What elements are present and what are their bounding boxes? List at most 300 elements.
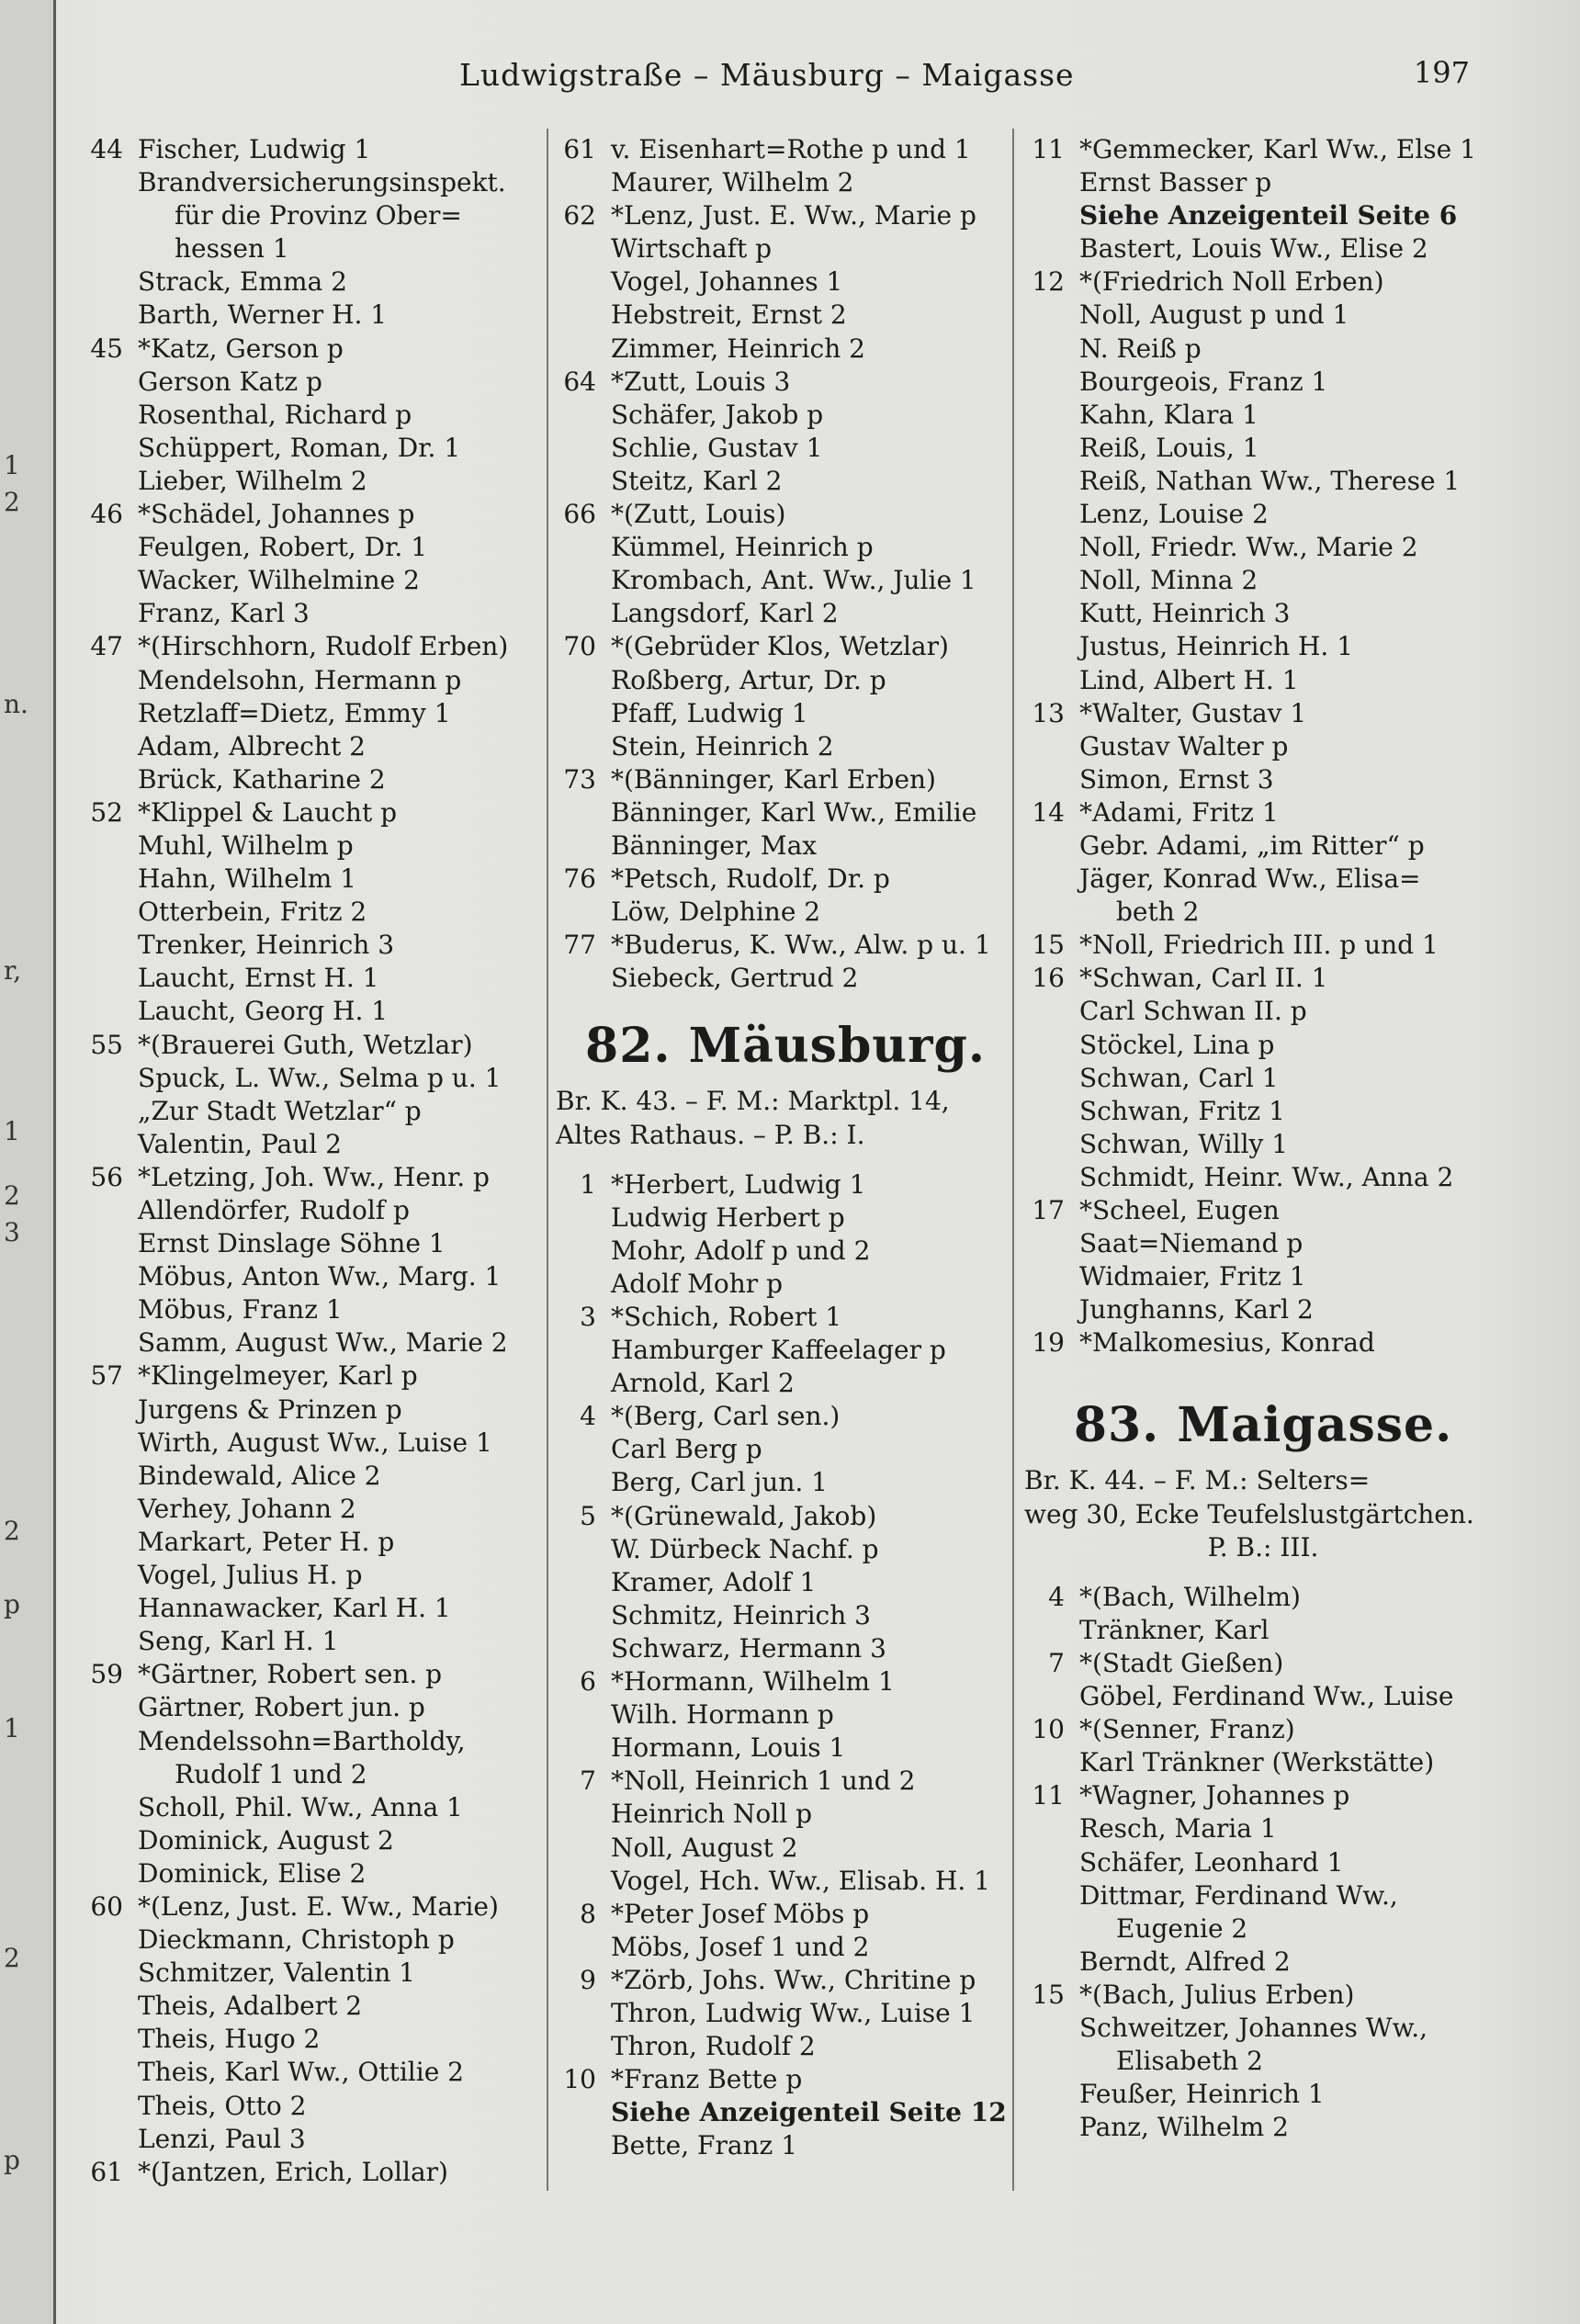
directory-entry <box>556 896 1015 929</box>
directory-entry <box>1024 1647 1502 1680</box>
resident-name: Arnold, Karl 2 <box>611 1368 795 1399</box>
resident-name: Lenz, Louise 2 <box>1079 499 1269 530</box>
directory-entry <box>1024 630 1502 663</box>
resident-name: *Katz, Gerson p <box>138 333 344 364</box>
resident-name: *Franz Bette p <box>611 2064 803 2095</box>
resident-name: Mohr, Adolf p und 2 <box>611 1235 871 1266</box>
resident-name: Jäger, Konrad Ww., Elisa= <box>1079 863 1421 895</box>
directory-entry <box>556 366 1015 399</box>
house-number: 60 <box>90 1890 123 1922</box>
resident-name: Hormann, Louis 1 <box>611 1732 846 1764</box>
directory-entry <box>83 1293 542 1326</box>
resident-name: *Letzing, Joh. Ww., Henr. p <box>138 1161 490 1192</box>
resident-name: *(Brauerei Guth, Wetzlar) <box>138 1029 473 1060</box>
directory-entry <box>1024 896 1502 929</box>
directory-entry <box>83 1427 542 1460</box>
resident-name: Brück, Katharine 2 <box>138 763 386 795</box>
directory-entry <box>556 399 1015 432</box>
resident-name: Seng, Karl H. 1 <box>138 1626 339 1657</box>
house-number: 46 <box>90 499 123 530</box>
resident-name: Schwarz, Hermann 3 <box>611 1632 886 1664</box>
directory-entry <box>83 2090 542 2123</box>
margin-fragment: 1 <box>4 450 20 480</box>
directory-entry <box>1024 829 1502 863</box>
directory-entry <box>83 299 542 332</box>
directory-entry <box>83 664 542 697</box>
directory-entry <box>83 896 542 929</box>
resident-name: Gebr. Adami, „im Ritter“ p <box>1079 829 1425 861</box>
resident-name: Schmidt, Heinr. Ww., Anna 2 <box>1079 1161 1454 1192</box>
resident-name: beth 2 <box>1116 897 1200 928</box>
resident-name: *Klippel & Laucht p <box>138 796 398 828</box>
directory-entry <box>83 199 542 232</box>
house-number: 6 <box>580 1666 596 1698</box>
house-number: 19 <box>1032 1327 1065 1359</box>
house-number: 56 <box>90 1161 123 1192</box>
directory-entry <box>1024 664 1502 697</box>
directory-entry <box>1024 995 1502 1028</box>
resident-name: Wacker, Wilhelmine 2 <box>138 565 420 596</box>
directory-entry <box>83 564 542 597</box>
resident-name: Jurgens & Prinzen p <box>138 1393 402 1425</box>
directory-entry <box>1024 1746 1502 1779</box>
directory-entry <box>1024 1614 1502 1647</box>
resident-name: *(Berg, Carl sen.) <box>611 1401 841 1432</box>
directory-entry <box>556 1698 1015 1732</box>
resident-name: Lenzi, Paul 3 <box>138 2123 306 2154</box>
resident-name: Siehe Anzeigenteil Seite 12 <box>611 2097 1007 2128</box>
resident-name: *(Zutt, Louis) <box>611 499 786 530</box>
resident-name: Bourgeois, Franz 1 <box>1079 366 1328 397</box>
resident-name: Scholl, Phil. Ww., Anna 1 <box>138 1791 463 1822</box>
directory-entry <box>83 1924 542 1957</box>
directory-entry <box>556 1865 1015 1898</box>
section-83-title: 83. Maigasse. <box>1073 1397 1453 1454</box>
directory-entry <box>556 1168 1015 1201</box>
resident-name: Thron, Rudolf 2 <box>611 2031 816 2062</box>
directory-entry <box>556 432 1015 465</box>
directory-entry <box>83 498 542 531</box>
resident-name: Retzlaff=Dietz, Emmy 1 <box>138 697 451 728</box>
resident-name: *Hormann, Wilhelm 1 <box>611 1666 895 1698</box>
directory-entry <box>1024 1912 1502 1946</box>
directory-entry <box>83 863 542 896</box>
directory-entry <box>1024 133 1502 166</box>
resident-name: Bindewald, Alice 2 <box>138 1460 381 1491</box>
directory-entry <box>556 2030 1015 2063</box>
resident-name: Laucht, Ernst H. 1 <box>138 963 379 994</box>
resident-name: *Noll, Friedrich III. p und 1 <box>1079 930 1439 961</box>
resident-name: Verhey, Johann 2 <box>138 1493 356 1524</box>
directory-entry <box>83 366 542 399</box>
section-83-info-2: weg 30, Ecke Teufelslustgärtchen. <box>1024 1498 1474 1529</box>
directory-entry <box>1024 962 1502 995</box>
house-number: 7 <box>580 1766 596 1797</box>
page-header <box>276 57 1543 103</box>
resident-name: Stein, Heinrich 2 <box>611 730 834 762</box>
resident-name: Allendörfer, Rudolf p <box>138 1195 410 1225</box>
resident-name: Löw, Delphine 2 <box>611 897 821 928</box>
resident-name: Elisabeth 2 <box>1116 2046 1263 2077</box>
resident-name: Noll, Friedr. Ww., Marie 2 <box>1079 532 1418 563</box>
directory-entry <box>556 1997 1015 2030</box>
resident-name: Brandversicherungsinspekt. <box>138 167 506 198</box>
resident-name: Lieber, Wilhelm 2 <box>138 465 367 496</box>
resident-name: *Walter, Gustav 1 <box>1079 697 1307 728</box>
directory-entry <box>556 630 1015 663</box>
column-2 <box>556 133 1015 2162</box>
directory-entry <box>556 1964 1015 1997</box>
directory-entry <box>1024 730 1502 763</box>
directory-entry <box>556 829 1015 863</box>
house-number: 10 <box>1032 1714 1065 1745</box>
resident-name: Lind, Albert H. 1 <box>1079 664 1299 695</box>
column-3-entries-a <box>1024 133 1502 1359</box>
resident-name: Bastert, Louis Ww., Elise 2 <box>1079 233 1428 265</box>
resident-name: *Schädel, Johannes p <box>138 499 415 530</box>
directory-entry <box>83 399 542 432</box>
directory-entry <box>1024 1326 1502 1359</box>
directory-entry <box>556 199 1015 232</box>
directory-entry <box>556 2096 1015 2129</box>
directory-entry <box>1024 1227 1502 1260</box>
directory-entry <box>1024 697 1502 730</box>
resident-name: Krombach, Ant. Ww., Julie 1 <box>611 565 976 596</box>
resident-name: Laucht, Georg H. 1 <box>138 996 389 1027</box>
resident-name: Stöckel, Lina p <box>1079 1029 1275 1060</box>
resident-name: *Peter Josef Möbs p <box>611 1898 870 1929</box>
directory-entry <box>556 133 1015 166</box>
resident-name: Carl Schwan II. p <box>1079 996 1307 1027</box>
directory-entry <box>83 1128 542 1161</box>
resident-name: Schmitz, Heinrich 3 <box>611 1599 871 1630</box>
directory-entry <box>556 730 1015 763</box>
resident-name: Steitz, Karl 2 <box>611 465 783 496</box>
house-number: 10 <box>563 2064 596 2095</box>
house-number: 76 <box>563 863 596 895</box>
resident-name: *Wagner, Johannes p <box>1079 1780 1350 1811</box>
resident-name: Gustav Walter p <box>1079 730 1289 762</box>
directory-entry <box>556 1201 1015 1235</box>
directory-entry <box>83 1029 542 1062</box>
column-1 <box>83 133 542 2189</box>
directory-entry <box>83 1095 542 1128</box>
resident-name: Ernst Basser p <box>1079 167 1272 198</box>
directory-entry <box>83 1990 542 2023</box>
house-number: 70 <box>563 631 596 662</box>
margin-fragment: 2 <box>4 487 20 517</box>
resident-name: Möbs, Josef 1 und 2 <box>611 1931 870 1962</box>
resident-name: Bette, Franz 1 <box>611 2130 798 2161</box>
resident-name: Schwan, Willy 1 <box>1079 1128 1289 1159</box>
directory-entry <box>1024 763 1502 796</box>
directory-entry <box>83 133 542 166</box>
house-number: 7 <box>1048 1647 1065 1678</box>
directory-entry <box>83 1625 542 1658</box>
directory-entry <box>556 1599 1015 1632</box>
directory-entry <box>556 465 1015 498</box>
resident-name: *Zörb, Johs. Ww., Chritine p <box>611 1964 976 1995</box>
directory-entry <box>83 531 542 564</box>
directory-entry <box>83 2056 542 2089</box>
resident-name: Bänninger, Karl Ww., Emilie <box>611 796 977 828</box>
margin-fragment: 2 <box>4 1943 20 1973</box>
house-number: 52 <box>90 796 123 828</box>
resident-name: Schäfer, Jakob p <box>611 399 824 430</box>
resident-name: Dittmar, Ferdinand Ww., <box>1079 1879 1398 1911</box>
resident-name: Möbus, Franz 1 <box>138 1294 343 1326</box>
directory-entry <box>1024 2078 1502 2111</box>
house-number: 11 <box>1032 1780 1065 1811</box>
directory-entry <box>1024 1779 1502 1812</box>
directory-entry <box>83 1791 542 1824</box>
resident-name: Vogel, Julius H. p <box>138 1560 363 1591</box>
resident-name: Wilh. Hormann p <box>611 1699 834 1731</box>
house-number: 15 <box>1032 1979 1065 2010</box>
resident-name: Thron, Ludwig Ww., Luise 1 <box>611 1997 976 2028</box>
margin-fragment: r, <box>4 955 22 986</box>
resident-name: Zimmer, Heinrich 2 <box>611 333 865 364</box>
resident-name: Schüppert, Roman, Dr. 1 <box>138 432 461 463</box>
directory-entry <box>556 1433 1015 1466</box>
directory-entry <box>556 1665 1015 1698</box>
directory-entry <box>1024 366 1502 399</box>
house-number: 44 <box>90 134 123 164</box>
directory-entry <box>83 1691 542 1724</box>
directory-entry <box>556 265 1015 299</box>
directory-entry <box>556 531 1015 564</box>
resident-name: Mendelsohn, Hermann p <box>138 664 462 695</box>
directory-entry <box>556 1334 1015 1367</box>
margin-fragment: 1 <box>4 1713 20 1743</box>
directory-entry <box>1024 333 1502 366</box>
directory-entry <box>1024 1128 1502 1161</box>
directory-entry <box>83 1526 542 1559</box>
directory-entry <box>556 597 1015 630</box>
resident-name: Barth, Werner H. 1 <box>138 299 388 331</box>
directory-entry <box>556 232 1015 265</box>
directory-entry <box>83 1062 542 1095</box>
resident-name: Tränkner, Karl <box>1079 1614 1270 1645</box>
page-number: 197 <box>1413 55 1470 90</box>
directory-entry <box>83 630 542 663</box>
running-title: Ludwigstraße – Mäusburg – Maigasse <box>459 57 1075 93</box>
directory-entry <box>556 1500 1015 1533</box>
resident-name: Schäfer, Leonhard 1 <box>1079 1846 1344 1878</box>
resident-name: Samm, August Ww., Marie 2 <box>138 1327 508 1359</box>
directory-entry <box>1024 232 1502 265</box>
resident-name: Justus, Heinrich H. 1 <box>1079 631 1354 662</box>
directory-entry <box>1024 1194 1502 1227</box>
resident-name: *Adami, Fritz 1 <box>1079 796 1279 828</box>
gutter-shadow-line <box>53 0 56 2324</box>
resident-name: Schweitzer, Johannes Ww., <box>1079 2012 1428 2043</box>
directory-entry <box>556 1931 1015 1964</box>
resident-name: Schwan, Fritz 1 <box>1079 1095 1285 1126</box>
directory-entry <box>1024 166 1502 199</box>
margin-fragment: p <box>4 1589 20 1619</box>
house-number: 59 <box>90 1659 123 1690</box>
resident-name: Schmitzer, Valentin 1 <box>138 1957 415 1989</box>
resident-name: *(Grünewald, Jakob) <box>611 1500 877 1531</box>
resident-name: Widmaier, Fritz 1 <box>1079 1261 1306 1292</box>
resident-name: Vogel, Hch. Ww., Elisab. H. 1 <box>611 1865 990 1896</box>
directory-entry <box>556 1268 1015 1301</box>
resident-name: Fischer, Ludwig 1 <box>138 134 371 164</box>
resident-name: *(Bach, Julius Erben) <box>1079 1979 1355 2010</box>
directory-entry <box>556 1798 1015 1831</box>
directory-entry <box>83 1890 542 1924</box>
resident-name: Hamburger Kaffeelager p <box>611 1335 946 1366</box>
resident-name: Maurer, Wilhelm 2 <box>611 167 854 198</box>
directory-entry <box>556 1533 1015 1566</box>
house-number: 1 <box>580 1168 596 1200</box>
section-83-info-1: Br. K. 44. – F. M.: Selters= <box>1024 1465 1371 1496</box>
resident-name: Panz, Wilhelm 2 <box>1079 2112 1289 2143</box>
column-3 <box>1024 133 1502 2144</box>
directory-entry <box>556 1632 1015 1665</box>
section-82-title: 82. Mäusburg. <box>585 1018 986 1075</box>
resident-name: Reiß, Louis, 1 <box>1079 432 1259 463</box>
directory-entry <box>83 1460 542 1493</box>
directory-entry <box>83 232 542 265</box>
directory-entry <box>83 1725 542 1758</box>
directory-entry <box>556 1832 1015 1865</box>
house-number: 55 <box>90 1029 123 1060</box>
directory-entry <box>1024 564 1502 597</box>
directory-entry <box>83 995 542 1028</box>
resident-name: Strack, Emma 2 <box>138 266 347 298</box>
directory-entry <box>83 1393 542 1427</box>
resident-name: *(Hirschhorn, Rudolf Erben) <box>138 631 509 662</box>
directory-entry <box>1024 1260 1502 1293</box>
resident-name: Muhl, Wilhelm p <box>138 829 354 861</box>
column-2-entries-b <box>556 1168 1015 2163</box>
resident-name: Wirth, August Ww., Luise 1 <box>138 1427 492 1458</box>
resident-name: Resch, Maria 1 <box>1079 1813 1277 1845</box>
resident-name: Berndt, Alfred 2 <box>1079 1946 1291 1977</box>
house-number: 57 <box>90 1360 123 1392</box>
directory-entry <box>83 166 542 199</box>
section-82-info-1: Br. K. 43. – F. M.: Marktpl. 14, <box>556 1086 950 1117</box>
directory-entry <box>1024 796 1502 829</box>
margin-fragment: 1 <box>4 1116 20 1146</box>
resident-name: Junghanns, Karl 2 <box>1079 1294 1314 1326</box>
resident-name: hessen 1 <box>175 233 289 265</box>
resident-name: „Zur Stadt Wetzlar“ p <box>138 1095 422 1126</box>
resident-name: Gärtner, Robert jun. p <box>138 1692 425 1723</box>
house-number: 13 <box>1032 697 1065 728</box>
resident-name: Schwan, Carl 1 <box>1079 1062 1279 1093</box>
resident-name: Ludwig Herbert p <box>611 1201 845 1233</box>
resident-name: Möbus, Anton Ww., Marg. 1 <box>138 1261 502 1292</box>
directory-entry <box>83 1857 542 1890</box>
directory-entry <box>1024 432 1502 465</box>
resident-name: Kahn, Klara 1 <box>1079 399 1258 430</box>
house-number: 61 <box>563 134 596 164</box>
directory-entry <box>83 1161 542 1194</box>
directory-entry <box>1024 1029 1502 1062</box>
directory-entry <box>1024 863 1502 896</box>
directory-entry <box>1024 199 1502 232</box>
directory-entry <box>1024 265 1502 299</box>
resident-name: *Klingelmeyer, Karl p <box>138 1360 418 1392</box>
house-number: 45 <box>90 333 123 364</box>
directory-entry <box>556 929 1015 962</box>
book-gutter <box>0 0 53 2324</box>
section-83-info-3: P. B.: III. <box>1207 1531 1319 1562</box>
resident-name: Dieckmann, Christoph p <box>138 1924 455 1956</box>
resident-name: Kutt, Heinrich 3 <box>1079 598 1291 629</box>
directory-entry <box>83 1194 542 1227</box>
resident-name: Dominick, August 2 <box>138 1824 394 1856</box>
directory-entry <box>556 299 1015 332</box>
house-number: 61 <box>90 2156 123 2187</box>
resident-name: *(Lenz, Just. E. Ww., Marie) <box>138 1890 499 1922</box>
resident-name: Franz, Karl 3 <box>138 598 310 629</box>
directory-entry <box>1024 1879 1502 1912</box>
resident-name: *Schich, Robert 1 <box>611 1302 842 1332</box>
directory-entry <box>556 1466 1015 1499</box>
directory-entry <box>556 333 1015 366</box>
resident-name: *Gemmecker, Karl Ww., Else 1 <box>1079 134 1476 164</box>
resident-name: Kümmel, Heinrich p <box>611 532 874 563</box>
directory-entry <box>556 796 1015 829</box>
directory-entry <box>1024 1946 1502 1979</box>
house-number: 62 <box>563 200 596 231</box>
resident-name: Trenker, Heinrich 3 <box>138 930 395 961</box>
directory-entry <box>1024 1293 1502 1326</box>
resident-name: Carl Berg p <box>611 1434 762 1465</box>
resident-name: *(Senner, Franz) <box>1079 1714 1295 1745</box>
directory-entry <box>1024 2111 1502 2144</box>
house-number: 5 <box>580 1500 596 1531</box>
directory-entry <box>83 333 542 366</box>
directory-entry <box>1024 1979 1502 2012</box>
directory-entry <box>556 1301 1015 1334</box>
directory-entry <box>556 664 1015 697</box>
resident-name: Hannawacker, Karl H. 1 <box>138 1593 451 1624</box>
directory-entry <box>556 2063 1015 2096</box>
resident-name: Reiß, Nathan Ww., Therese 1 <box>1079 465 1461 496</box>
directory-entry <box>83 1559 542 1592</box>
margin-fragment: 3 <box>4 1217 20 1247</box>
margin-fragment: 2 <box>4 1180 20 1211</box>
house-number: 4 <box>1048 1581 1065 1612</box>
resident-name: Pfaff, Ludwig 1 <box>611 697 808 728</box>
resident-name: *(Stadt Gießen) <box>1079 1647 1284 1678</box>
directory-entry <box>1024 2045 1502 2078</box>
resident-name: W. Dürbeck Nachf. p <box>611 1533 879 1564</box>
resident-name: Wirtschaft p <box>611 233 773 265</box>
directory-entry <box>1024 597 1502 630</box>
directory-entry <box>1024 399 1502 432</box>
resident-name: Kramer, Adolf 1 <box>611 1566 817 1597</box>
resident-name: Feußer, Heinrich 1 <box>1079 2079 1325 2110</box>
resident-name: *(Jantzen, Erich, Lollar) <box>138 2156 448 2187</box>
resident-name: Karl Tränkner (Werkstätte) <box>1079 1747 1435 1778</box>
directory-entry <box>556 863 1015 896</box>
directory-entry <box>83 1957 542 1990</box>
directory-entry <box>556 1367 1015 1400</box>
margin-fragment: p <box>4 2145 20 2175</box>
resident-name: Roßberg, Artur, Dr. p <box>611 664 886 695</box>
directory-entry <box>83 796 542 829</box>
resident-name: Siebeck, Gertrud 2 <box>611 963 859 994</box>
directory-entry <box>1024 498 1502 531</box>
resident-name: Adam, Albrecht 2 <box>138 730 366 762</box>
directory-entry <box>556 1235 1015 1268</box>
